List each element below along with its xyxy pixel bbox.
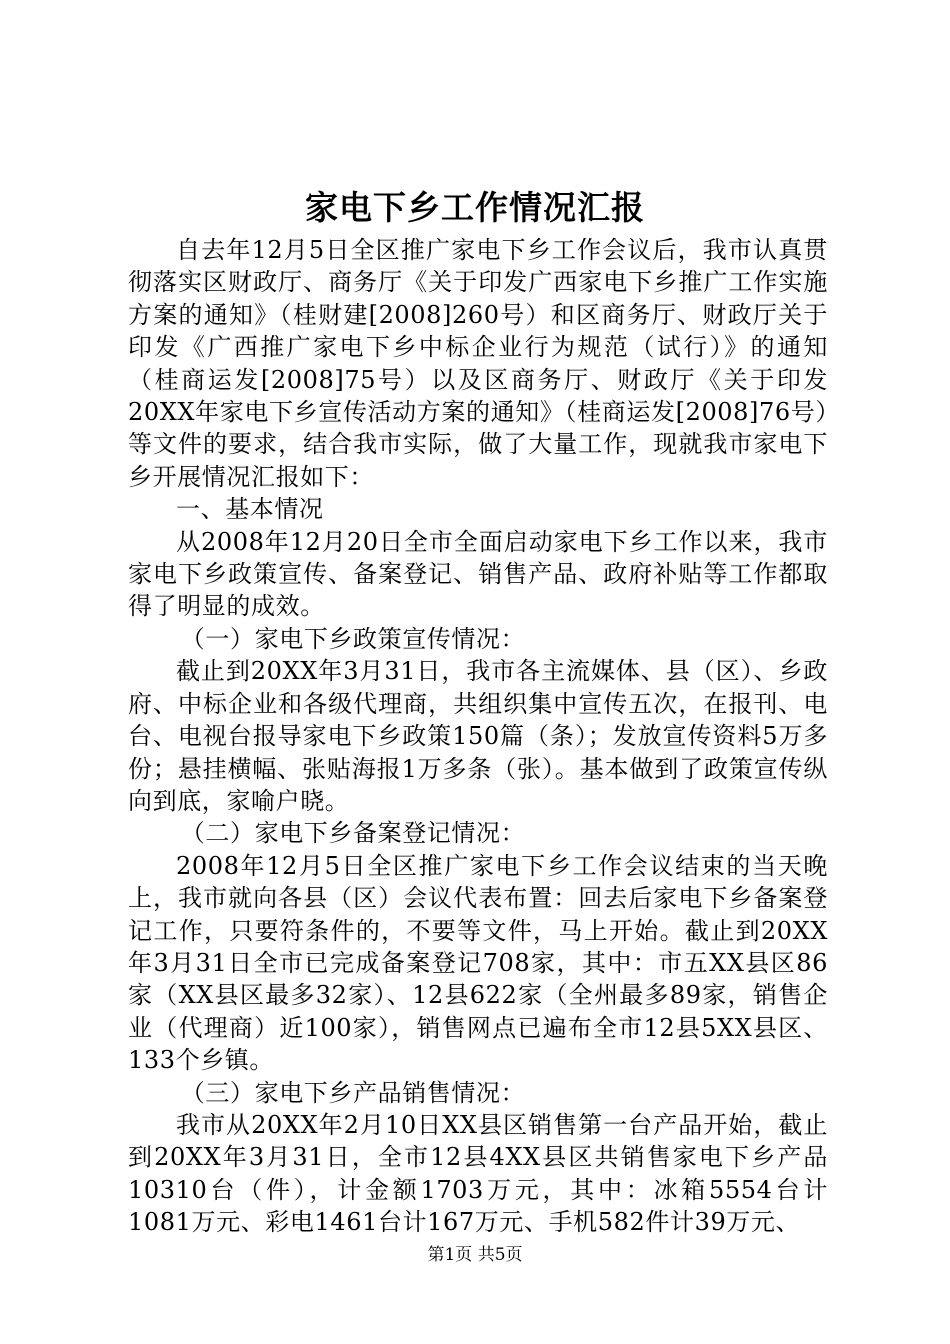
- paragraph-intro: 自去年12月5日全区推广家电下乡工作会议后，我市认真贯彻落实区财政厅、商务厅《关于印发广西家电下乡推广工作实施方案的通知》（桂财建[2008]260号）和区商务厅、财政厅关于印发《广西推广家电下乡中标企业行为规范（试行）》的通知（桂商运发[2008]75号）以及区商务厅、财政厅《关于印发20XX年家电下乡宣传活动方案的通知》（桂商运发[2008]76号）等文件的要求，结合我市实际，做了大量工作，现就我市家电下乡开展情况汇报如下：: [128, 236, 828, 491]
- page-title: 家电下乡工作情况汇报: [305, 188, 645, 227]
- subsection-heading-registration: （二）家电下乡备案登记情况：: [180, 819, 526, 848]
- section-heading-basic: 一、基本情况: [176, 495, 324, 524]
- subsection-heading-publicity: （一）家电下乡政策宣传情况：: [180, 624, 526, 653]
- paragraph-sales: 我市从20XX年2月10日XX县区销售第一台产品开始，截止到20XX年3月31日，全市12县4XX县区共销售家电下乡产品10310台（件），计金额1703万元，其中：冰箱5554台计1081万元、彩电1461台计167万元、手机582件计39万元、: [128, 1110, 828, 1237]
- subsection-heading-sales: （三）家电下乡产品销售情况：: [180, 1078, 526, 1107]
- document-body: [128, 234, 828, 1239]
- page-footer: 第1页 共5页: [427, 1245, 523, 1265]
- paragraph-registration: 2008年12月5日全区推广家电下乡工作会议结束的当天晚上，我市就向各县（区）会议代表布置：回去后家电下乡备案登记工作，只要符条件的，不要等文件，马上开始。截止到20XX年3月31日全市已完成备案登记708家，其中：市五XX县区86家（XX县区最多32家）、12县622家（全州最多89家，销售企业（代理商）近100家），销售网点已遍布全市12县5XX县区、133个乡镇。: [128, 851, 828, 1075]
- paragraph-publicity: 截止到20XX年3月31日，我市各主流媒体、县（区）、乡政府、中标企业和各级代理商，共组织集中宣传五次，在报刊、电台、电视台报导家电下乡政策150篇（条）；发放宣传资料5万多份；悬挂横幅、张贴海报1万多条（张）。基本做到了政策宣传纵向到底，家喻户晓。: [128, 657, 828, 815]
- paragraph-overview: 从2008年12月20日全市全面启动家电下乡工作以来，我市家电下乡政策宣传、备案登记、销售产品、政府补贴等工作都取得了明显的成效。: [128, 527, 828, 621]
